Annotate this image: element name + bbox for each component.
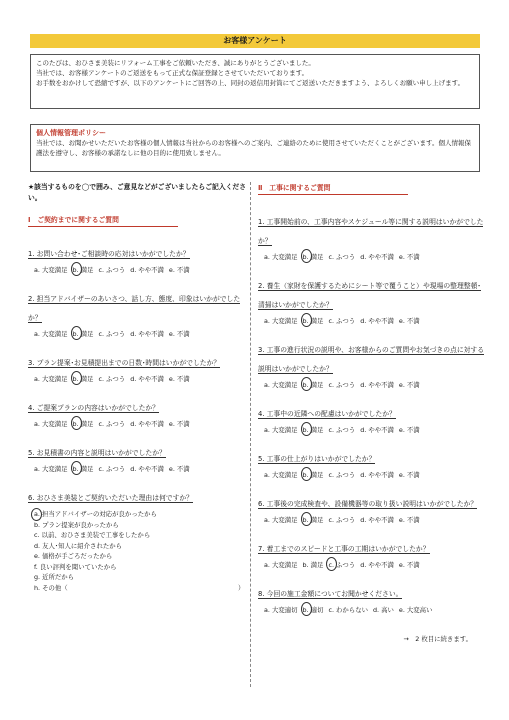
answer-options [258, 470, 484, 479]
construction-question-5 [258, 446, 484, 479]
answer-option-a[interactable]: a. 大変満足 [264, 426, 298, 434]
answer-option-a[interactable]: a. 大変満足 [264, 561, 298, 569]
privacy-policy-text: 当社では、お聞かせいただいたお客様の個人情報は当社からのお客様へのご案内、ご連絡のために使用させていただくことがございます。個人情報保護法を遵守し、お客様の承諾なしに他の目的に使用致しません。 [36, 139, 471, 157]
question-6 [28, 485, 246, 593]
answer-options [28, 265, 246, 274]
answer-option-c[interactable]: c. ふつう [328, 516, 356, 524]
answer-options [258, 316, 484, 325]
reason-item[interactable]: c. 以前、おひさま美装で工事をしたから [34, 531, 151, 539]
answer-options [28, 329, 246, 338]
answer-options [28, 464, 246, 473]
answer-option-b[interactable]: b. 適切 [302, 606, 324, 614]
section-heading: Ⅰ ご契約までに関するご質問 [28, 214, 178, 227]
answer-option-c[interactable]: c. ふつう [98, 465, 126, 473]
answer-option-a[interactable]: a. 大変満足 [34, 420, 68, 428]
question-text: 3. 工事の進行状況の説明や、お客様からのご質問やお気づきの点に対する説明はいかがでしたか？ [258, 346, 485, 373]
privacy-policy-title: 個人情報管理ポリシー [36, 129, 106, 137]
question-text: 4. 工事中の近隣への配慮はいかがでしたか？ [258, 410, 396, 418]
answer-options [28, 419, 246, 428]
answer-option-c[interactable]: c. ふつう [328, 317, 356, 325]
answer-option-e[interactable]: e. 不満 [398, 471, 420, 479]
answer-option-d[interactable]: d. やや不満 [130, 420, 164, 428]
reason-item[interactable]: f. 良い評判を聞いていたから [34, 562, 117, 571]
answer-option-b[interactable]: b. 満足 [302, 426, 324, 434]
reason-item[interactable]: b. プラン提案が良かったから [34, 520, 119, 529]
question-text: 5. お見積書の内容と説明はいかがでしたか？ [28, 449, 166, 457]
intro-line: お手数をおかけして恐縮ですが、以下のアンケートにご回答の上、同封の返信用封筒にてご返送いただきますよう、よろしくお願い申し上げます。 [36, 79, 465, 87]
answer-option-c[interactable]: c. ふつう [328, 426, 356, 434]
answer-option-d[interactable]: d. やや不満 [360, 426, 394, 434]
reason-item[interactable]: g. 近所だから [34, 573, 75, 581]
answer-option-c[interactable]: c. ふつう [98, 420, 126, 428]
page-title: お客様アンケート [30, 34, 480, 48]
answer-option-b[interactable]: b. 満足 [72, 375, 94, 383]
answer-option-e[interactable]: e. 不満 [398, 516, 420, 524]
answer-option-d[interactable]: d. やや不満 [360, 381, 394, 389]
answer-option-e[interactable]: e. 不満 [398, 381, 420, 389]
question-text: 6. 工事後の完成検査や、設備機器等の取り扱い説明はいかがでしたか？ [258, 500, 478, 508]
answer-option-b[interactable]: b. 満足 [302, 516, 324, 524]
contract-question-1 [28, 241, 246, 274]
answer-option-c[interactable]: c. ふつう [98, 330, 126, 338]
section-construction [258, 182, 484, 643]
other-close-paren: ） [238, 583, 245, 592]
answer-option-c[interactable]: c. ふつう [328, 381, 356, 389]
answer-option-b[interactable]: b. 満足 [302, 253, 324, 261]
answer-option-a[interactable]: a. 大変満足 [34, 266, 68, 274]
answer-option-e[interactable]: e. 大変高い [398, 606, 433, 614]
intro-box [30, 54, 480, 109]
answer-option-d[interactable]: d. やや不満 [360, 317, 394, 325]
answer-option-d[interactable]: d. やや不満 [360, 516, 394, 524]
answer-option-e[interactable]: e. 不満 [168, 330, 190, 338]
answer-option-e[interactable]: e. 不満 [398, 253, 420, 261]
question-8 [258, 581, 484, 614]
answer-option-c[interactable]: c. ふつう [328, 561, 356, 569]
answer-option-a[interactable]: a. 大変満足 [264, 253, 298, 261]
answer-option-a[interactable]: a. 大変適切 [264, 606, 298, 614]
answer-option-b[interactable]: b. 満足 [72, 420, 94, 428]
answer-option-d[interactable]: d. やや不満 [360, 253, 394, 261]
construction-question-6 [258, 491, 484, 524]
answer-option-d[interactable]: d. やや不満 [130, 465, 164, 473]
privacy-policy-box [30, 124, 480, 172]
answer-option-e[interactable]: e. 不満 [398, 426, 420, 434]
contract-question-5 [28, 440, 246, 473]
reason-item[interactable] [34, 583, 246, 594]
section-heading: Ⅱ 工事に関するご質問 [258, 182, 408, 195]
answer-option-a[interactable]: a. 大変満足 [34, 375, 68, 383]
answer-option-c[interactable]: c. ふつう [98, 375, 126, 383]
answer-option-b[interactable]: b. 満足 [302, 317, 324, 325]
column-divider [250, 182, 251, 687]
reason-item-label: h. その他（ [34, 583, 68, 592]
answer-option-e[interactable]: e. 不満 [168, 375, 190, 383]
answer-option-d[interactable]: d. 高い [372, 606, 394, 614]
answer-option-c[interactable]: c. わからない [328, 606, 368, 614]
reason-item[interactable]: a. 担当アドバイザーの対応が良かったから [34, 509, 246, 520]
answer-option-c[interactable]: c. ふつう [328, 471, 356, 479]
section-contract [28, 182, 246, 605]
answer-option-b[interactable]: b. 満足 [302, 471, 324, 479]
answer-option-e[interactable]: e. 不満 [168, 420, 190, 428]
contract-question-2 [28, 286, 246, 338]
question-text: 2. 養生（家財を保護するためにシート等で覆うこと）や現場の整理整頓･清掃はいかがでしたか？ [258, 282, 481, 309]
continue-note: → 2 枚目に続きます。 [403, 635, 472, 643]
answer-option-a[interactable]: a. 大変満足 [264, 381, 298, 389]
answer-option-d[interactable]: d. やや不満 [130, 266, 164, 274]
question-text: 1. 工事開始前の、工事内容やスケジュール等に関する説明はいかがでしたか？ [258, 218, 484, 245]
answer-option-b[interactable]: b. 満足 [302, 381, 324, 389]
answer-option-b[interactable]: b. 満足 [302, 561, 324, 569]
answer-option-c[interactable]: c. ふつう [328, 253, 356, 261]
question-text: 5. 工事の仕上がりはいかがでしたか？ [258, 455, 376, 463]
answer-option-e[interactable]: e. 不満 [168, 266, 190, 274]
intro-line: 当社では、お客様アンケートのご返送をもって正式な保証登録とさせていただいております。 [36, 69, 309, 77]
answer-option-b[interactable]: b. 満足 [72, 266, 94, 274]
answer-option-e[interactable]: e. 不満 [398, 317, 420, 325]
answer-option-a[interactable]: a. 大変満足 [264, 471, 298, 479]
answer-option-b[interactable]: b. 満足 [72, 465, 94, 473]
question-text: 1. お問い合わせ･ご相談時の応対はいかがでしたか？ [28, 250, 190, 258]
question-text: 8. 今回の施工金額についてお聞かせください。 [258, 590, 403, 598]
answer-option-d[interactable]: d. やや不満 [130, 330, 164, 338]
reason-item[interactable]: e. 価格が手ごろだったから [34, 552, 113, 560]
question-text: 3. プラン提案･お見積提出までの日数･時間はいかがでしたか？ [28, 359, 221, 367]
answer-option-d[interactable]: d. やや不満 [360, 471, 394, 479]
answer-options [28, 374, 246, 383]
construction-question-2 [258, 273, 484, 325]
answer-options [258, 560, 484, 569]
construction-question-7 [258, 536, 484, 569]
answer-option-b[interactable]: b. 満足 [72, 330, 94, 338]
answer-option-e[interactable]: e. 不満 [398, 561, 420, 569]
answer-options [258, 605, 484, 614]
question-text: 2. 担当アドバイザーのあいさつ、話し方、態度、印象はいかがでしたか？ [28, 295, 241, 322]
answer-option-a[interactable]: a. 大変満足 [34, 330, 68, 338]
question-text: 6. おひさま美装とご契約いただいた理由は何ですか？ [28, 494, 193, 502]
answer-option-a[interactable]: a. 大変満足 [34, 465, 68, 473]
answer-option-e[interactable]: e. 不満 [168, 465, 190, 473]
contract-question-4 [28, 395, 246, 428]
answer-options [258, 380, 484, 389]
answer-options [258, 425, 484, 434]
reason-list [28, 509, 246, 593]
answer-option-a[interactable]: a. 大変満足 [264, 317, 298, 325]
answer-option-d[interactable]: d. やや不満 [360, 561, 394, 569]
answer-options [258, 515, 484, 524]
answer-option-c[interactable]: c. ふつう [98, 266, 126, 274]
question-text: 4. ご提案プランの内容はいかがでしたか？ [28, 404, 159, 412]
reason-item[interactable]: d. 友人･知人に紹介されたから [34, 541, 123, 550]
construction-question-4 [258, 401, 484, 434]
contract-question-3 [28, 350, 246, 383]
question-text: 7. 着工までのスピードと工事の工期はいかがでしたか？ [258, 545, 430, 553]
answer-option-a[interactable]: a. 大変満足 [264, 516, 298, 524]
instruction-text: ★該当するものを◯で囲み、ご意見などがございましたらご記入ください。 [28, 183, 247, 202]
intro-line: このたびは、おひさま美装にリフォーム工事をご依頼いただき、誠にありがとうございました。 [36, 59, 315, 67]
answer-options [258, 252, 484, 261]
answer-option-d[interactable]: d. やや不満 [130, 375, 164, 383]
construction-question-3 [258, 337, 484, 389]
construction-question-1 [258, 209, 484, 261]
